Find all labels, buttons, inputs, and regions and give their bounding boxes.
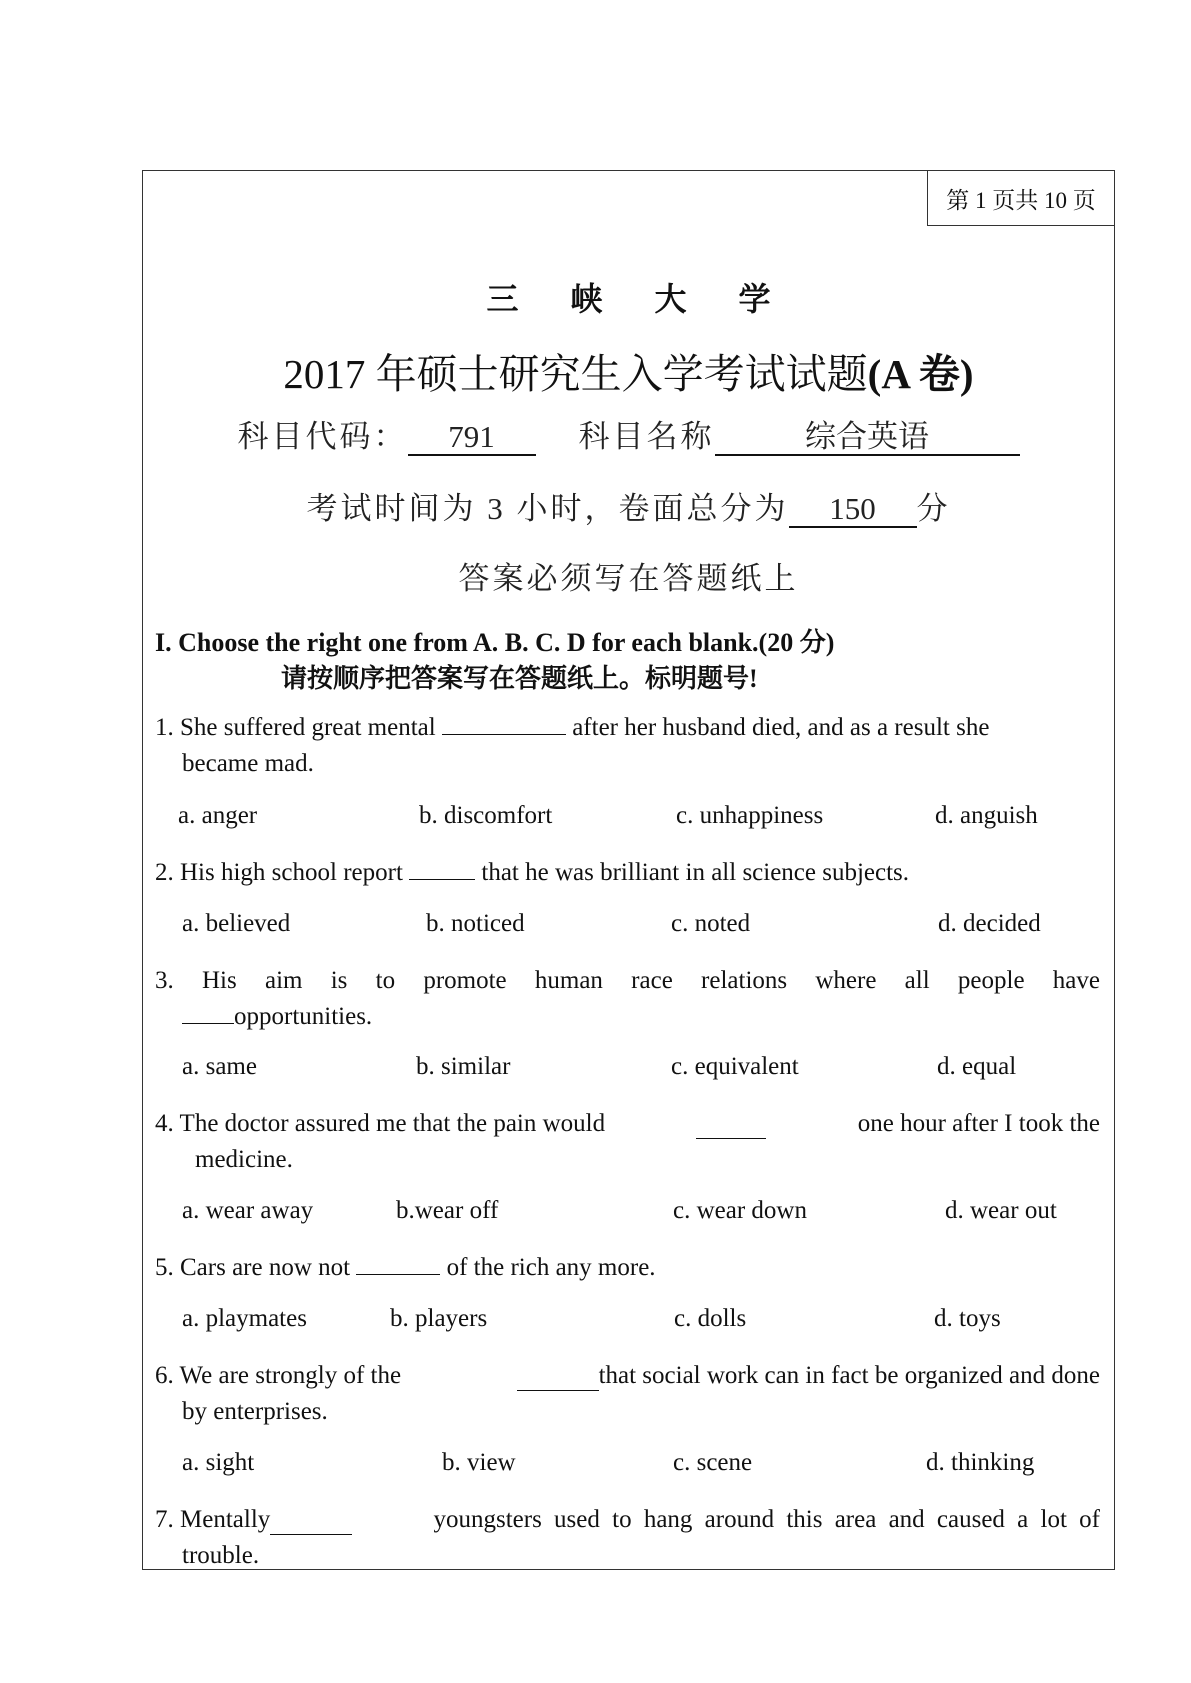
question-7 <box>155 1502 1100 1538</box>
q1-option-c: c. unhappiness <box>676 802 824 829</box>
question-5-text-before: 5. Cars are now not <box>155 1254 351 1281</box>
q2-option-c: c. noted <box>671 910 751 937</box>
time-text: 考试时间为 3 小时，卷面总分为 <box>306 491 789 526</box>
answer-blank <box>442 714 566 735</box>
total-score: 150 <box>789 493 917 528</box>
question-7-continuation: trouble. <box>182 1542 260 1569</box>
q3-option-d: d. equal <box>937 1053 1017 1080</box>
q1-option-b: b. discomfort <box>419 802 553 829</box>
q4-option-a: a. wear away <box>182 1197 314 1224</box>
question-7-text-before: 7. Mentally <box>155 1506 271 1533</box>
q5-option-a: a. playmates <box>182 1305 307 1332</box>
question-1-text-before: 1. She suffered great mental <box>155 714 436 741</box>
time-line <box>143 483 1114 528</box>
question-2-text-before: 2. His high school report <box>155 859 403 886</box>
answer-blank <box>270 1514 352 1535</box>
page-number: 第 1 页共 10 页 <box>946 187 1096 213</box>
subject-name-label: 科目名称 <box>578 419 715 454</box>
q2-option-a: a. believed <box>182 910 291 937</box>
q1-option-a: a. anger <box>178 802 258 829</box>
q4-option-d: d. wear out <box>945 1197 1057 1224</box>
subject-code: 791 <box>408 421 536 456</box>
q2-option-d: d. decided <box>938 910 1041 937</box>
answer-blank <box>696 1118 766 1139</box>
section-instruction: 请按顺序把答案写在答题纸上。标明题号! <box>281 664 758 693</box>
q3-option-b: b. similar <box>416 1053 511 1080</box>
subject-name: 综合英语 <box>715 421 1020 456</box>
q5-option-c: c. dolls <box>674 1305 747 1332</box>
question-6-text-after: that social work can in fact be organized and done <box>598 1362 1100 1389</box>
question-3-text-after: opportunities. <box>234 1003 373 1030</box>
answer-blank <box>409 859 475 880</box>
question-1 <box>155 710 989 746</box>
q5-option-d: d. toys <box>934 1305 1001 1332</box>
section-title: I. Choose the right one from A. B. C. D for each blank.(20 分) <box>155 628 835 657</box>
question-1-continuation: became mad. <box>182 750 314 777</box>
answer-blank <box>356 1254 440 1275</box>
q3-option-a: a. same <box>182 1053 257 1080</box>
q4-option-b: b.wear off <box>396 1197 499 1224</box>
question-5-text-after: of the rich any more. <box>446 1254 656 1281</box>
question-6-text-before: 6. We are strongly of the <box>155 1362 402 1389</box>
question-4 <box>155 1106 1100 1142</box>
subject-line <box>143 411 1114 456</box>
q5-option-b: b. players <box>390 1305 488 1332</box>
exam-title <box>143 341 1114 400</box>
answer-note: 答案必须写在答题纸上 <box>458 561 799 596</box>
q1-option-d: d. anguish <box>935 802 1038 829</box>
exam-paper-label: (A 卷) <box>867 351 974 397</box>
answer-blank <box>517 1370 599 1391</box>
question-1-text-after: after her husband died, and as a result she <box>572 714 990 741</box>
question-5 <box>155 1250 656 1286</box>
page-number-box <box>927 170 1115 226</box>
answer-blank <box>182 1003 234 1024</box>
q2-option-b: b. noticed <box>426 910 525 937</box>
q6-option-b: b. view <box>442 1449 516 1476</box>
question-7-text-after: youngsters used to hang around this area and caused a lot of <box>433 1506 1100 1533</box>
question-4-text-after: one hour after I took the <box>857 1110 1100 1137</box>
question-3-continuation <box>182 999 372 1035</box>
question-2 <box>155 855 909 891</box>
subject-code-label: 科目代码： <box>237 419 408 454</box>
question-6-continuation: by enterprises. <box>182 1398 328 1425</box>
q3-option-c: c. equivalent <box>671 1053 799 1080</box>
q6-option-d: d. thinking <box>926 1449 1035 1476</box>
question-4-text-before: 4. The doctor assured me that the pain would <box>155 1110 606 1137</box>
score-unit: 分 <box>916 491 951 526</box>
q6-option-a: a. sight <box>182 1449 255 1476</box>
q6-option-c: c. scene <box>673 1449 753 1476</box>
question-2-text-after: that he was brilliant in all science subjects. <box>481 859 910 886</box>
q4-option-c: c. wear down <box>673 1197 807 1224</box>
question-3-line-1: 3. His aim is to promote human race relations where all people have <box>155 967 1100 994</box>
exam-title-text: 2017 年硕士研究生入学考试试题 <box>283 351 868 397</box>
question-4-continuation: medicine. <box>195 1146 293 1173</box>
university-name: 三峡大学 <box>486 281 823 317</box>
exam-page-frame <box>142 170 1115 1570</box>
question-6 <box>155 1358 1100 1394</box>
